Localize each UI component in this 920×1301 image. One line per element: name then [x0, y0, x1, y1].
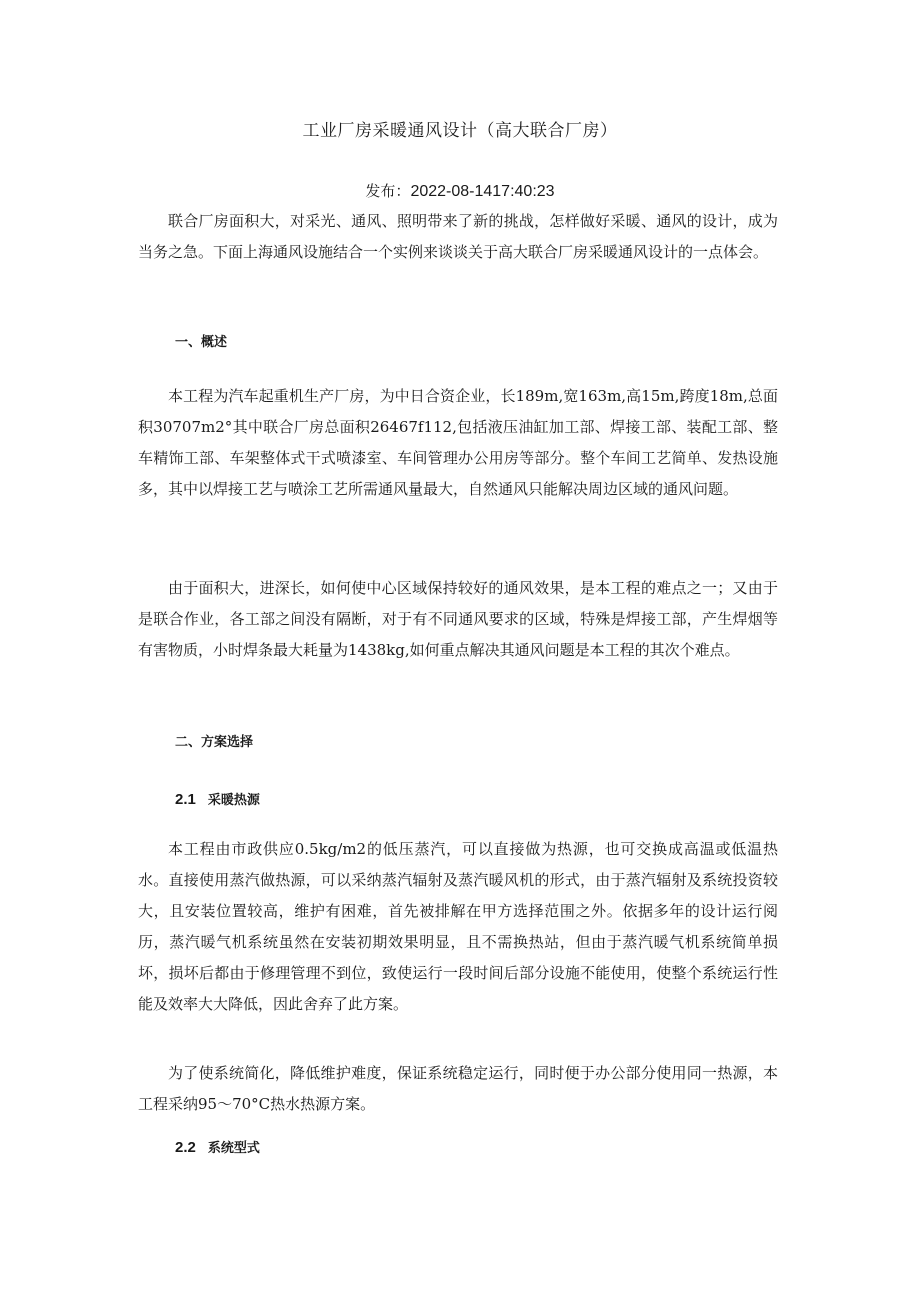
heating-paragraph-1: 本工程由市政供应0.5kg∕m2的低压蒸汽，可以直接做为热源，也可交换成高温或低温热水。直接使用蒸汽做热源，可以采纳蒸汽辐射及蒸汽暖风机的形式，由于蒸汽辐射及系统投资较大，且安装位置较高，维护有困难，首先被排解在甲方选择范围之外。依据多年的设计运行阅历，蒸汽暖气机系统虽然在安装初期效果明显，且不需换热站，但由于蒸汽暖气机系统简单损坏，损坏后都由于修理管理不到位，致使运行一段时间后部分设施不能使用，使整个系统运行性能及效率大大降低，因此舍弃了此方案。 [138, 840, 778, 1013]
subsection-title: 系统型式 [207, 1141, 260, 1156]
subsection-title: 采暖热源 [207, 793, 260, 808]
subsection-number: 2.1 [175, 791, 196, 808]
overview-paragraph-1: 本工程为汽车起重机生产厂房，为中日合资企业，长189m,宽163m,高15m,跨度18m,总面积30707m2°其中联合厂房总面积26467f112,包括液压油缸加工部、焊接工部、装配工部、整车精饰工部、车架整体式干式喷漆室、车间管理办公用房等部分。整个车间工艺简单、发热设施多，其中以焊接工艺与喷涂工艺所需通风量最大，自然通风只能解决周边区域的通风问题。 [138, 387, 778, 498]
subsection-heading-2-2 [175, 1138, 260, 1159]
section-heading-overview: 一、概述 [175, 335, 228, 350]
publish-date-value: 2022-08-1417:40:23 [410, 183, 555, 200]
heating-paragraph-2: 为了使系统简化，降低维护难度，保证系统稳定运行，同时便于办公部分使用同一热源，本工程采纳95～70°C热水热源方案。 [138, 1064, 778, 1113]
publish-date-label: 发布： [365, 182, 411, 200]
section-heading-scheme: 二、方案选择 [175, 735, 254, 750]
document-title: 工业厂房采暖通风设计（高大联合厂房） [302, 121, 618, 141]
publish-date [0, 180, 920, 203]
subsection-heading-2-1 [175, 790, 260, 811]
subsection-number: 2.2 [175, 1139, 196, 1156]
overview-paragraph-2: 由于面积大，进深长，如何使中心区域保持较好的通风效果，是本工程的难点之一；又由于是联合作业，各工部之间没有隔断，对于有不同通风要求的区域，特殊是焊接工部，产生焊烟等有害物质，小时焊条最大耗量为1438kg,如何重点解决其通风问题是本工程的其次个难点。 [138, 579, 778, 659]
intro-paragraph: 联合厂房面积大，对采光、通风、照明带来了新的挑战，怎样做好采暖、通风的设计，成为当务之急。下面上海通风设施结合一个实例来谈谈关于高大联合厂房采暖通风设计的一点体会。 [138, 212, 778, 261]
